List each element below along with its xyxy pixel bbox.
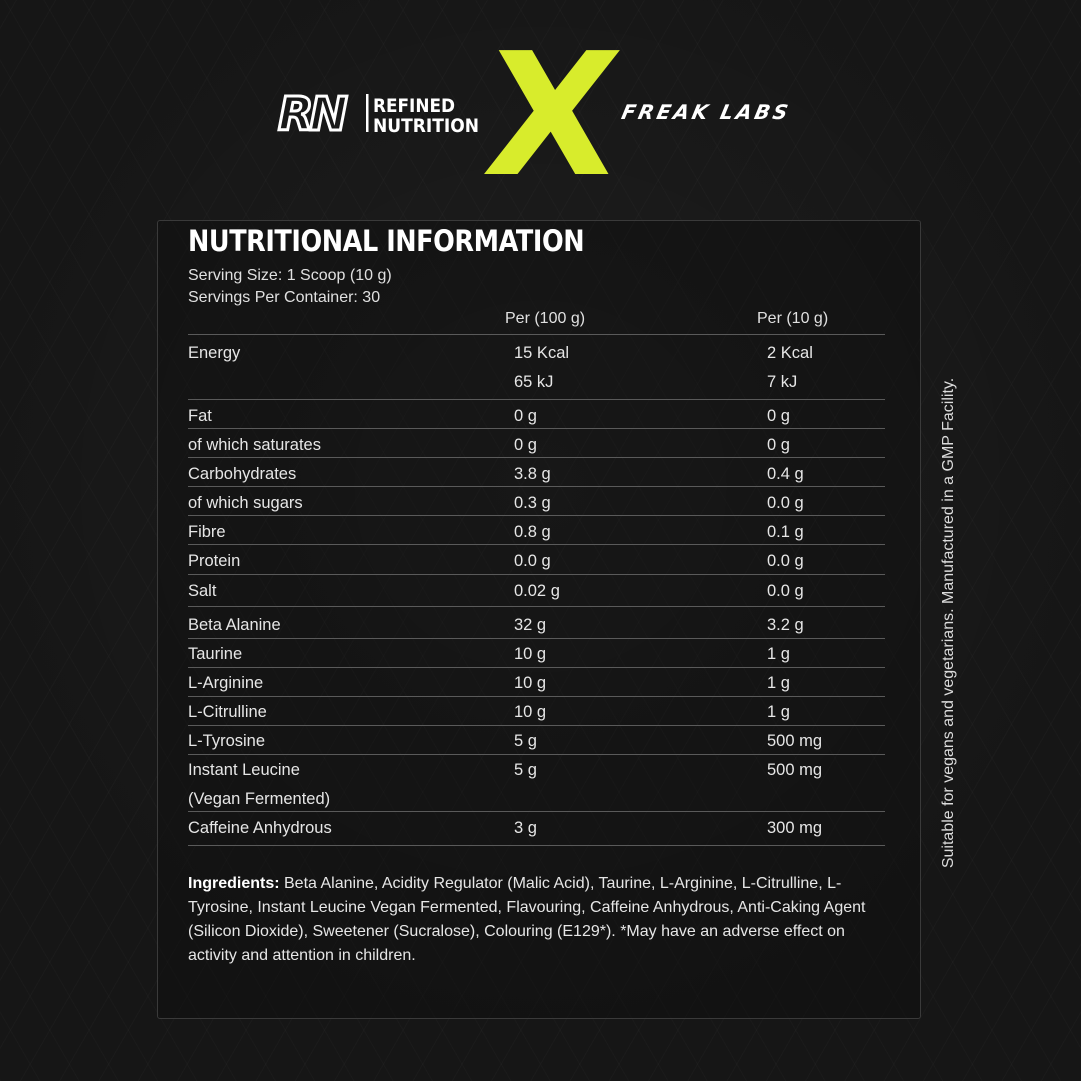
nutrient-name: Fibre (188, 523, 226, 541)
servings-per-container: Servings Per Container: 30 (188, 289, 381, 306)
value-per-100g: 0.0 g (514, 552, 551, 570)
value-per-10g: 2 Kcal (767, 344, 813, 362)
table-divider (188, 667, 885, 668)
value-per-100g: 5 g (514, 732, 537, 750)
value-per-10g: 0 g (767, 436, 790, 454)
x-brush-icon (476, 17, 629, 215)
rn-line1: REFINED (373, 95, 455, 117)
table-divider (188, 544, 885, 545)
value-per-100g: 0.8 g (514, 523, 551, 541)
ingredients-heading: Ingredients: (188, 875, 280, 892)
nutrient-name: of which sugars (188, 494, 303, 512)
value-per-100g: 10 g (514, 645, 547, 663)
nutrient-name: L-Citrulline (188, 703, 267, 721)
table-divider (188, 486, 885, 487)
nutrient-name: Beta Alanine (188, 616, 281, 634)
table-divider (188, 754, 885, 755)
table-divider (188, 811, 885, 812)
value-per-100g: 0 g (514, 436, 537, 454)
table-divider (188, 457, 885, 458)
x-mark: X (476, 17, 629, 215)
rn-line2: NUTRITION (373, 115, 479, 137)
value-per-10g: 300 mg (767, 819, 823, 837)
table-divider (188, 399, 885, 400)
value-per-10g: 0.4 g (767, 465, 804, 483)
nutrient-name: Taurine (188, 645, 243, 663)
ingredients-text: Beta Alanine, Acidity Regulator (Malic Acid), Taurine, L-Arginine, L-Citrulline, L-Tyrosine, Instant Leucine Vegan Fermented, Flavouring, Caffeine Anhydrous, Anti-Caking Agent (Silicon Dioxide), Sweetener (Sucralose), Colouring (E129*). *May have an adverse effect on activity and attention in children. (188, 875, 866, 964)
value-per-10g: 3.2 g (767, 616, 804, 634)
value-per-100g: 3.8 g (514, 465, 551, 483)
value-per-10g: 1 g (767, 645, 790, 663)
column-header-per-10g: Per (10 g) (757, 310, 829, 327)
value-per-100g: 3 g (514, 819, 537, 837)
refined-nutrition-logo (278, 87, 483, 141)
value-per-10g: 1 g (767, 703, 790, 721)
nutrient-name: Fat (188, 407, 212, 425)
value-per-100g: 15 Kcal (514, 344, 570, 362)
value-per-10g: 500 mg (767, 761, 823, 779)
nutrient-name: L-Tyrosine (188, 732, 266, 750)
value-per-100g: 65 kJ (514, 373, 554, 391)
column-header-per-100g: Per (100 g) (505, 310, 586, 327)
nutrient-name: Energy (188, 344, 241, 362)
value-per-10g: 1 g (767, 674, 790, 692)
table-divider (188, 334, 885, 335)
ingredients-block (188, 872, 888, 968)
value-per-100g: 0.3 g (514, 494, 551, 512)
page-title: NUTRITIONAL INFORMATION (188, 224, 585, 258)
vegan-gmp-note: Suitable for vegans and vegetarians. Manufactured in a GMP Facility. (940, 377, 957, 869)
value-per-100g: 10 g (514, 674, 547, 692)
value-per-10g: 0 g (767, 407, 790, 425)
serving-size: Serving Size: 1 Scoop (10 g) (188, 267, 392, 284)
table-divider (188, 515, 885, 516)
nutrient-name: (Vegan Fermented) (188, 790, 331, 808)
table-divider (188, 638, 885, 639)
value-per-10g: 500 mg (767, 732, 823, 750)
nutrient-name: Protein (188, 552, 241, 570)
value-per-100g: 5 g (514, 761, 537, 779)
value-per-10g: 0.0 g (767, 494, 804, 512)
nutrient-name: L-Arginine (188, 674, 264, 692)
freak-labs-logo: FREAK LABS (619, 100, 794, 124)
table-divider (188, 845, 885, 846)
rn-monogram: RN (278, 87, 344, 141)
table-divider (188, 606, 885, 607)
value-per-10g: 0.0 g (767, 552, 804, 570)
value-per-10g: 0.0 g (767, 582, 804, 600)
value-per-100g: 0.02 g (514, 582, 560, 600)
nutrient-name: Instant Leucine (188, 761, 300, 779)
table-divider (188, 428, 885, 429)
value-per-10g: 7 kJ (767, 373, 798, 391)
value-per-10g: 0.1 g (767, 523, 804, 541)
value-per-100g: 0 g (514, 407, 537, 425)
nutrient-name: Carbohydrates (188, 465, 297, 483)
value-per-100g: 32 g (514, 616, 547, 634)
table-divider (188, 696, 885, 697)
table-divider (188, 725, 885, 726)
value-per-100g: 10 g (514, 703, 547, 721)
nutrient-name: Caffeine Anhydrous (188, 819, 332, 837)
table-divider (188, 574, 885, 575)
nutrient-name: Salt (188, 582, 217, 600)
nutrient-name: of which saturates (188, 436, 321, 454)
